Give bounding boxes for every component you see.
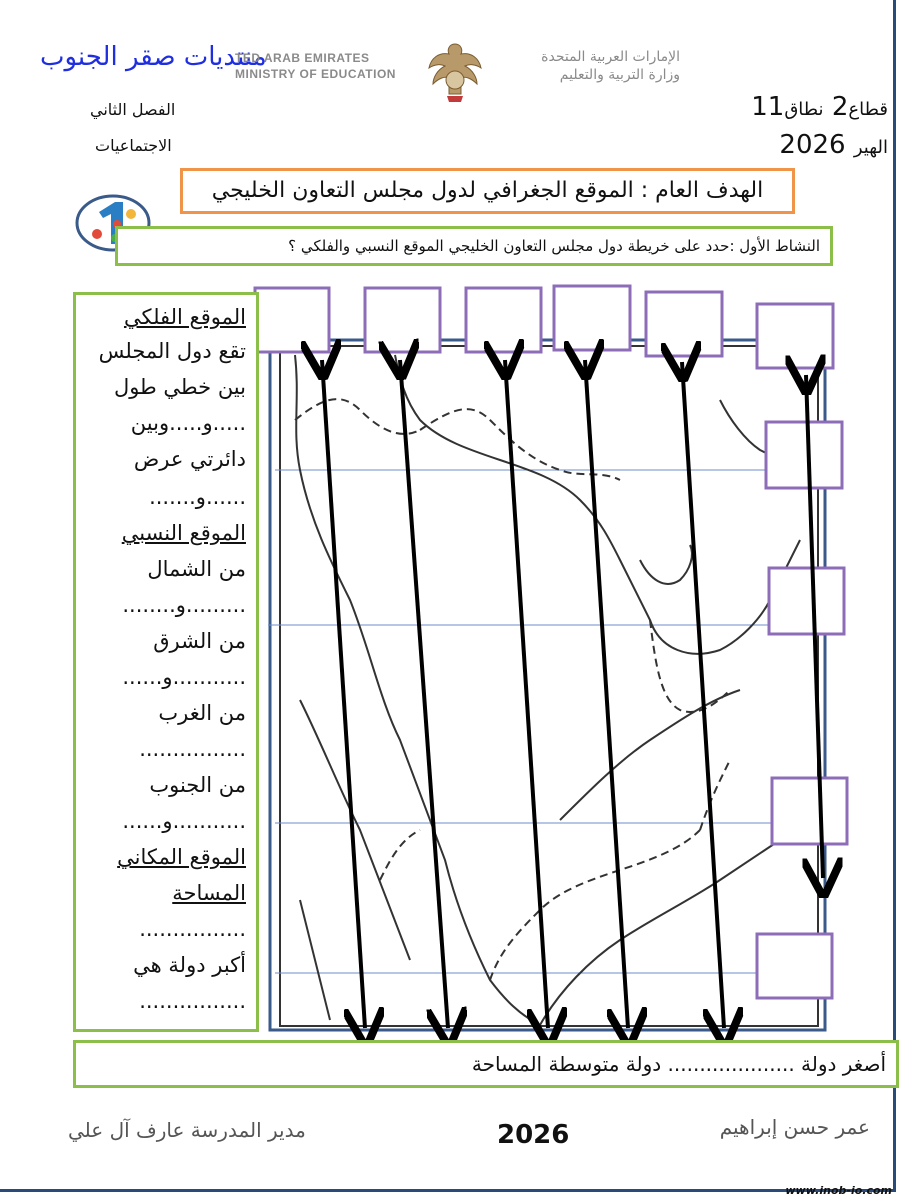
- answer-box-top-1[interactable]: [255, 288, 329, 352]
- north-label: من الشمال: [147, 557, 246, 581]
- sector-number: 2: [831, 92, 849, 122]
- answer-box-top-4[interactable]: [554, 286, 630, 350]
- zone-label: نطاق: [784, 99, 824, 120]
- answer-box-top-2[interactable]: [365, 288, 440, 352]
- smallest-country-box: أصغر دولة .................... دولة متوسطة المساحة: [73, 1040, 899, 1088]
- left-info-panel: [73, 292, 259, 1032]
- west-label: من الغرب: [158, 701, 246, 725]
- subject-label: الاجتماعيات: [95, 136, 172, 155]
- answer-box-right-4[interactable]: [757, 934, 832, 998]
- header-year: 2026: [779, 130, 846, 160]
- relative-heading: الموقع النسبي: [121, 521, 246, 545]
- astro-line-4: دائرتي عرض: [133, 447, 246, 471]
- south-blank: ...........و......: [122, 809, 246, 833]
- largest-label: أكبر دولة هي: [133, 953, 246, 977]
- goal-box: الهدف العام : الموقع الجغرافي لدول مجلس التعاون الخليجي: [180, 168, 795, 214]
- ministry-en-line2: MINISTRY OF EDUCATION: [235, 67, 396, 81]
- teacher-name: عمر حسن إبراهيم: [719, 1115, 870, 1139]
- footer-year: 2026: [497, 1120, 570, 1150]
- largest-blank: ................: [139, 989, 246, 1013]
- astro-line-2: بين خطي طول: [113, 375, 246, 399]
- forum-name: منتديات صقر الجنوب: [40, 42, 267, 72]
- ministry-en-line1: TED ARAB EMIRATES: [235, 51, 370, 65]
- answer-box-right-2[interactable]: [769, 568, 844, 634]
- east-blank: ...........و......: [122, 665, 246, 689]
- area-blank: ................: [139, 917, 246, 941]
- answer-box-top-5[interactable]: [646, 292, 722, 356]
- answer-box-top-3[interactable]: [466, 288, 541, 352]
- astro-heading: الموقع الفلكي: [123, 305, 246, 329]
- ministry-ar-line2: وزارة التربية والتعليم: [559, 67, 680, 83]
- term-label: الفصل الثاني: [90, 100, 176, 119]
- north-blank: .........و........: [122, 593, 246, 617]
- answer-box-right-1[interactable]: [766, 422, 842, 488]
- map-frame: [270, 340, 825, 1030]
- zone-number: 11: [751, 92, 785, 122]
- astro-line-5: ......و.......: [149, 485, 246, 509]
- activity-box: النشاط الأول :حدد على خريطة دول مجلس التعاون الخليجي الموقع النسبي والفلكي ؟: [115, 226, 833, 266]
- spatial-heading: الموقع المكاني: [117, 845, 246, 869]
- astro-line-3: .....و.....وبين: [130, 411, 246, 435]
- ministry-ar-line1: الإمارات العربية المتحدة: [541, 49, 680, 65]
- answer-box-right-3[interactable]: [772, 778, 847, 844]
- east-label: من الشرق: [153, 629, 246, 653]
- area-heading: المساحة: [172, 881, 246, 905]
- south-label: من الجنوب: [149, 773, 246, 797]
- website-url[interactable]: www.inob-io.com: [785, 1184, 892, 1197]
- place-label: الهير: [853, 137, 888, 158]
- principal-name: مدير المدرسة عارف آل علي: [68, 1118, 306, 1142]
- west-blank: ................: [139, 737, 246, 761]
- sector-label: قطاع: [848, 99, 888, 120]
- astro-line-1: تقع دول المجلس: [98, 339, 246, 363]
- answer-box-top-6[interactable]: [757, 304, 833, 368]
